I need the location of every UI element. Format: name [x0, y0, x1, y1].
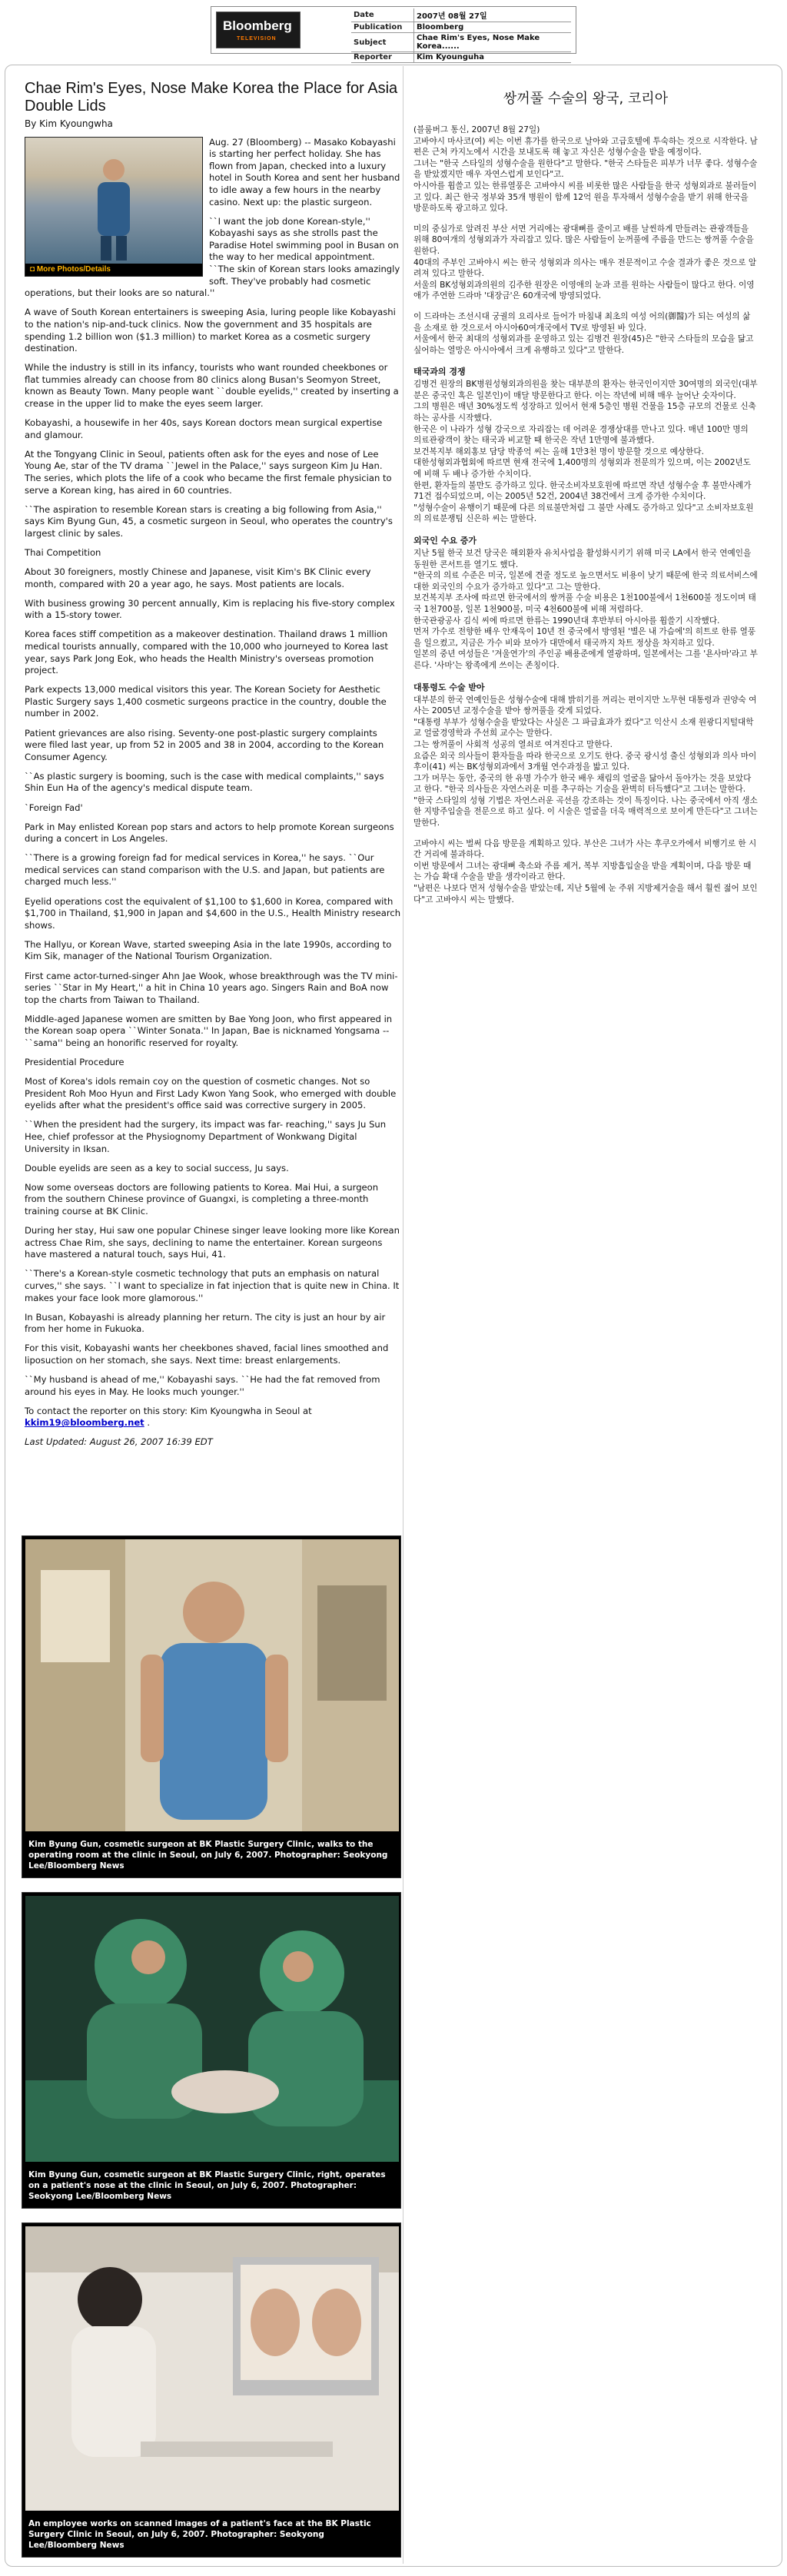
korean-section-heading: 태국과의 경쟁 [413, 367, 466, 377]
korean-body [413, 124, 758, 905]
korean-section-heading: 외국인 수요 증가 [413, 536, 477, 546]
article-paragraph: Thai Competition [25, 546, 101, 558]
photo-surgery-image [25, 1896, 399, 2162]
article-byline: By Kim Kyoungwha [25, 118, 113, 129]
inset-photo-image [25, 138, 202, 264]
photo-caption: An employee works on scanned images of a patient's face at the BK Plastic Surgery Clinic in Seoul, on July 6, 2007. Photographer: Seokyong Lee/Bloomberg News [28, 2519, 371, 2550]
article-paragraph: For this visit, Kobayashi wants her cheekbones shaved, facial lines smoothed and liposuction on her stomach, she says. Next time: breast enlargements. [25, 1343, 389, 1366]
article-paragraph: While the industry is still in its infancy, tourists who want rounded cheekbones or flat tummies already can choose from 80 clinics along Busan's Seomyon Street, known as Beauty Town. Many people want ``double eyelids,'' created by inserting a crease in the upper lid to make the eyes seem larger. [25, 362, 399, 409]
meta-value: 2007년 08월 27일 [414, 8, 572, 22]
article-paragraph: Kobayashi, a housewife in her 40s, says Korean doctors mean surgical expertise and glamour. [25, 417, 383, 440]
contact-text: To contact the reporter on this story: Kim Kyoungwha in Seoul at [25, 1405, 312, 1416]
more-photos-label: More Photos/Details [36, 264, 111, 274]
photo-scanned-images-image [25, 2226, 399, 2511]
article-paragraph: Most of Korea's idols remain coy on the question of cosmetic changes. Not so President Roh Moo Hyun and First Lady Kwon Yang Sook, who emerged with double eyelids after what the president's office said was corrective surgery in 2005. [25, 1076, 397, 1111]
korean-paragraph: 이 드라마는 조선시대 궁궐의 요리사로 들어가 마침내 최초의 여성 어의(御醫)가 되는 여성의 삶을 소재로 한 것으로서 아시아60여개국에서 TV로 방영된 바 있다. 서울에서 한국 최대의 성형외과를 운영하고 있는 김병건 원장(45)은 "한국 스타들의 모습을 닮고 싶어하는 열망은 아시아에서 크게 유행하고 있다"고 말한다. [413, 311, 754, 355]
article-paragraph: In Busan, Kobayashi is already planning her return. The city is just an hour by air from her home in Fukuoka. [25, 1311, 386, 1335]
korean-paragraph: 김병건 원장의 BK병원성형외과의원을 찾는 대부분의 환자는 한국인이지만 30여명의 외국인(대부분은 중국인 혹은 일본인)이 매달 방문한다고 한다. 이는 작년에 비해 매우 늘어난 숫자이다. 그의 병원은 매년 30%정도씩 성장하고 있어서 현재 5층인 병원 건물을 15층 규모의 건물로 신축하는 공사를 시작했다. 한국은 이 나라가 성형 강국으로 자리잡는 데 어려운 경쟁상대를 만나고 있다. 매년 100만 명의 의료관광객이 찾는 태국과 비교할 때 한국은 작년 1만명에 불과했다. 보건복지부 해외홍보 담당 박종억 씨는 올해 1만3천 명이 방문할 것으로 예상한다. 대한성형외과협회에 따르면 현재 전국에 1,400명의 성형외과 전문의가 있으며, 이는 2002년도에 비해 두 배나 증가한 수치이다. 한편, 환자들의 불만도 증가하고 있다. 한국소비자보호원에 따르면 작년 성형수술 후 불만사례가 71건 접수되었으며, 이는 2005년 52건, 2004년 38건에서 크게 증가한 수치이다. "성형수술이 유행이기 때문에 다른 의료불만처럼 그 불만 사례도 증가하고 있다"고 소비자보호원의 의료분쟁팀 신은하 씨는 말한다. [413, 380, 758, 524]
meta-key: Date [351, 8, 414, 22]
meta-value: Chae Rim's Eyes, Nose Make Korea...... [414, 33, 572, 52]
article-body [25, 137, 401, 1399]
korean-paragraph: 지난 5월 한국 보건 당국은 해외환자 유치사업을 활성화시키기 위해 미국 LA에서 한국 연예인을 동원한 콘서트를 열기도 했다. "한국의 의료 수준은 미국, 일본에 견줄 정도로 높으면서도 비용이 낮기 때문에 한국 의료서비스에 대한 외국인의 수요가 증가하고 있다"고 그는 말한다. 보건복지부 조사에 따르면 한국에서의 쌍꺼풀 수술 비용은 1천100불에서 1천600불 정도이며 태국 1천700불, 일본 1천900불, 미국 4천600불에 비해 저렴하다. 한국관광공사 김식 씨에 따르면 한류는 1990년대 후반부터 아시아를 휩쓸기 시작했다. 먼저 가수로 전향한 배우 안재욱이 10년 전 중국에서 방영된 '별은 내 가슴에'의 히트로 한류 열풍을 일으켰고, 지금은 가수 비와 보아가 대만에서 태국까지 차트 정상을 차지하고 있다. 일본의 중년 여성들은 '겨울연가'의 주인공 배용준에게 열광하며, 일본에서는 그를 '욘사마'라고 부른다. '사마'는 왕족에게 쓰이는 존칭이다. [413, 549, 758, 670]
article-paragraph: With business growing 30 percent annually, Kim is replacing his five-story complex with a 15-story tower. [25, 597, 395, 621]
article-paragraph: A wave of South Korean entertainers is sweeping Asia, luring people like Kobayashi to the nation's nip-and-tuck clinics. Now the government and 35 hospitals are spending 1.2 billion won ($1.3 million) to market Korea as a cosmetic surgery destination. [25, 307, 396, 354]
surgeon-figure [87, 153, 141, 261]
meta-key: Subject [351, 33, 414, 52]
photo-caption: Kim Byung Gun, cosmetic surgeon at BK Plastic Surgery Clinic, walks to the operating room at the clinic in Seoul, on July 6, 2007. Photographer: Seokyong Lee/Bloomberg News [28, 1840, 388, 1871]
photo-surgery [22, 1892, 401, 2209]
korean-title: 쌍꺼풀 수술의 왕국, 코리아 [503, 91, 669, 107]
korean-translation [413, 85, 758, 915]
reporter-email-link[interactable]: kkim19@bloomberg.net [25, 1417, 144, 1429]
clipping-header [211, 6, 576, 61]
korean-paragraph: 미의 중심가로 알려진 부산 서면 거리에는 광대뼈를 줄이고 배를 날씬하게 만들려는 관광객들을 위해 80여개의 성형외과가 자리잡고 있다. 많은 사람들이 눈꺼풀에 주름을 만드는 쌍꺼풀 수술을 원한다. 40대의 주부인 고바야시 씨는 한국 성형외과 의사는 매우 전문적이고 수술 결과가 좋은 것으로 알려져 있다고 말한다. 서울의 BK성형외과의원의 김주한 원장은 이영애의 눈과 코를 원하는 사람들이 많다고 한다. 이영애가 주연한 드라마 '대장금'은 60개국에 방영되었다. [413, 224, 757, 301]
meta-value: Kim Kyounguha [414, 52, 572, 63]
article-paragraph: Park expects 13,000 medical visitors this year. The Korean Society for Aesthetic Plastic Surgery says 1,400 cosmetic surgeons practice in the country, double the number in 2002. [25, 684, 387, 719]
article-paragraph: Eyelid operations cost the equivalent of $1,100 to $1,600 in Korea, compared with $1,700 in Thailand, $1,900 in Japan and $4,600 in the U.S., Health Ministry research shows. [25, 895, 401, 931]
article-paragraph: ``There's a Korean-style cosmetic technology that puts an emphasis on natural curves,'' she says. ``I want to specialize in fat injection that is quite new in China. It makes your face look more glamorous.'' [25, 1268, 400, 1303]
bloomberg-logo [216, 12, 301, 48]
photo-caption: Kim Byung Gun, cosmetic surgeon at BK Plastic Surgery Clinic, right, operates on a patient's nose at the clinic in Seoul, on July 6, 2007. Photographer: Seokyong Lee/Bloomberg News [28, 2170, 386, 2201]
meta-value: Bloomberg [414, 22, 572, 33]
article-paragraph: ``I want the job done Korean-style,'' Kobayashi says as she strolls past the Paradise Hotel swimming pool in Busan on the way to her medical appointment. ``The skin of Korean stars looks amazingly soft. They've probably had cosmetic operations, but their looks are so natural.'' [25, 215, 400, 299]
korean-paragraph: (블룸버그 통신, 2007년 8월 27일) 고바야시 마사코(여) 씨는 이번 휴가를 한국으로 날아와 고급호텔에 투숙하는 것으로 시작한다. 남편은 근처 카지노에서 시간을 보내도록 해 놓고 자신은 성형수술을 받을 예정이다. 그녀는 "한국 스타일의 성형수술을 원한다"고 말한다. "한국 스타들은 피부가 너무 좋다. 성형수술을 받았겠지만 매우 자연스럽게 보인다"고. 아시아를 휩쓸고 있는 한류열풍은 고바야시 씨를 비롯한 많은 사람들을 한국 성형외과로 불러들이고 있다. 최근 한국 정부와 35개 병원이 함께 12억 원을 투자해서 성형수술을 받기 위해 한국을 방문하도록 광고하고 있다. [413, 125, 758, 214]
photo-surgeon-walking [22, 1535, 401, 1878]
korean-paragraph: 대부분의 한국 연예인들은 성형수술에 대해 밝히기를 꺼리는 편이지만 노무현 대통령과 권양숙 여사는 2005년 교정수술을 받아 쌍꺼풀을 갖게 되었다. "대통령 부부가 성형수술을 받았다는 사실은 그 파급효과가 컸다"고 익산시 소재 원광디지털대학교 얼굴경영학과 주선희 교수는 말한다. 그는 쌍꺼풀이 사회적 성공의 열쇠로 여겨진다고 말한다. 요즘은 외국 의사들이 환자들을 따라 한국으로 오기도 한다. 중국 광시성 출신 성형외과 의사 마이후이(41) 씨는 BK성형외과에서 3개월 연수과정을 밟고 있다. 그가 머무는 동안, 중국의 한 유명 가수가 한국 배우 채림의 얼굴을 닮아서 돌아가는 것을 보았다고 한다. "한국 의사들은 자연스러운 미를 추구하는 기술을 완벽히 터득했다"고 그녀는 말한다. "한국 스타일의 성형 기법은 자연스러운 곡선을 강조하는 것이 특징이다. 나는 중국에서 아직 생소한 지방주입술을 전문으로 하고 싶다. 이 시술은 얼굴을 더욱 매력적으로 보이게 만든다"고 그녀는 말한다. [413, 695, 758, 828]
logo-subtext: TELEVISION [237, 36, 277, 41]
logo-text: Bloomberg [223, 18, 292, 33]
article-paragraph: Korea faces stiff competition as a makeover destination. Thailand draws 1 million medical tourists annually, compared with the 10,000 who journeyed to Korea last year, says Park Jong Eok, who heads the Health Ministry's overseas promotion project. [25, 629, 388, 676]
inset-photo[interactable] [25, 137, 203, 277]
article-paragraph: Park in May enlisted Korean pop stars and actors to help promote Korean surgeons during a concert in Los Angeles. [25, 821, 394, 845]
article-paragraph: ``There is a growing foreign fad for medical services in Korea,'' he says. ``Our medical services can stand comparison with the U.S. and Japan, but patients are charged much less.'' [25, 852, 385, 888]
photo-surgeon-walking-image [25, 1539, 399, 1831]
article-paragraph: Now some overseas doctors are following patients to Korea. Mai Hui, a surgeon from the southern Chinese province of Guangxi, is completing a three-month training course at BK Clinic. [25, 1181, 379, 1217]
article-title: Chae Rim's Eyes, Nose Make Korea the Place for Asia Double Lids [25, 80, 398, 115]
korean-section-heading: 대통령도 수술 받아 [413, 682, 485, 692]
clipping-meta-table [351, 8, 571, 63]
article-paragraph: ``As plastic surgery is booming, such is the case with medical complaints,'' says Shin Eun Ha of the agency's medical dispute team. [25, 770, 384, 794]
article-paragraph: First came actor-turned-singer Ahn Jae Wook, whose breakthrough was the TV mini-series ``Star in My Heart,'' a hit in China 10 years ago. Singers Rain and BoA now top the charts from Taiwan to Thailand. [25, 970, 398, 1005]
article-paragraph: `Foreign Fad' [25, 802, 83, 813]
article-paragraph: ``My husband is ahead of me,'' Kobayashi says. ``He had the fat removed from around his eyes in May. He looks much younger.'' [25, 1374, 380, 1397]
photo-scanned-images [22, 2222, 401, 2558]
article-paragraph: Double eyelids are seen as a key to social success, Ju says. [25, 1162, 289, 1173]
article-paragraph: The Hallyu, or Korean Wave, started sweeping Asia in the late 1990s, according to Kim Sik, manager of the National Tourism Organization. [25, 938, 392, 962]
contact-line [25, 1406, 401, 1429]
article-paragraph: About 30 foreigners, mostly Chinese and Japanese, visit Kim's BK Clinic every month, compared with 20 a year ago, he says. Most patients are locals. [25, 566, 371, 589]
korean-paragraph: 고바야시 씨는 벌써 다음 방문을 계획하고 있다. 부산은 그녀가 사는 후쿠오카에서 비행기로 한 시간 거리에 불과하다. 이번 방문에서 그녀는 광대뼈 축소와 주름 제거, 복부 지방흡입술을 받을 계획이며, 다음 방문 때는 가슴 확대 수술을 받을 생각이라고 한다. "남편은 나보다 먼저 성형수술을 받았는데, 지난 5월에 눈 주위 지방제거술을 해서 훨씬 젊어 보인다"고 고바야시 씨는 말했다. [413, 838, 758, 905]
contact-end: . [144, 1417, 151, 1429]
english-article [25, 80, 401, 1456]
meta-key: Publication [351, 22, 414, 33]
article-paragraph: ``The aspiration to resemble Korean stars is creating a big following from Asia,'' says Kim Byung Gun, 45, a cosmetic surgeon in Seoul, who operates the country's largest clinic by sales. [25, 503, 393, 539]
article-paragraph: At the Tongyang Clinic in Seoul, patients often ask for the eyes and nose of Lee Young Ae, star of the TV drama ``Jewel in the Palace,'' says surgeon Kim Ju Han. The series, which plots the life of a cook who became the first female physician to serve a Korean king, has aired in 60 countries. [25, 448, 392, 496]
last-updated: Last Updated: August 26, 2007 16:39 EDT [25, 1436, 213, 1448]
article-paragraph: Presidential Procedure [25, 1057, 125, 1068]
article-paragraph: During her stay, Hui saw one popular Chinese singer leave looking more like Korean actress Chae Rim, she says, declining to name the entertainer. Korean surgeons have mastered a natural touch, says Hui, 41. [25, 1225, 400, 1260]
meta-key: Reporter [351, 52, 414, 63]
more-photos-link[interactable]: ◘ More Photos/Details [25, 264, 202, 276]
article-paragraph: Aug. 27 (Bloomberg) -- Masako Kobayashi is starting her perfect holiday. She has flown from Japan, checked into a luxury hotel in South Korea and sent her husband to idle away a few hours in the nearby casino. Next up: the plastic surgeon. [209, 136, 400, 207]
article-paragraph: ``When the president had the surgery, its impact was far- reaching,'' says Ju Sun Hee, chief professor at the Physiognomy Department of Wonkwang Digital University in Iksan. [25, 1119, 387, 1154]
article-paragraph: Middle-aged Japanese women are smitten by Bae Yong Joon, who first appeared in the Korean soap opera ``Winter Sonata.'' In Japan, Bae is nicknamed Yongsama -- ``sama'' being an honorific reserved for royalty. [25, 1013, 393, 1048]
article-paragraph: Patient grievances are also rising. Seventy-one post-plastic surgery complaints were filed last year, up from 52 in 2005 and 38 in 2004, according to the Korean Consumer Agency. [25, 727, 384, 762]
